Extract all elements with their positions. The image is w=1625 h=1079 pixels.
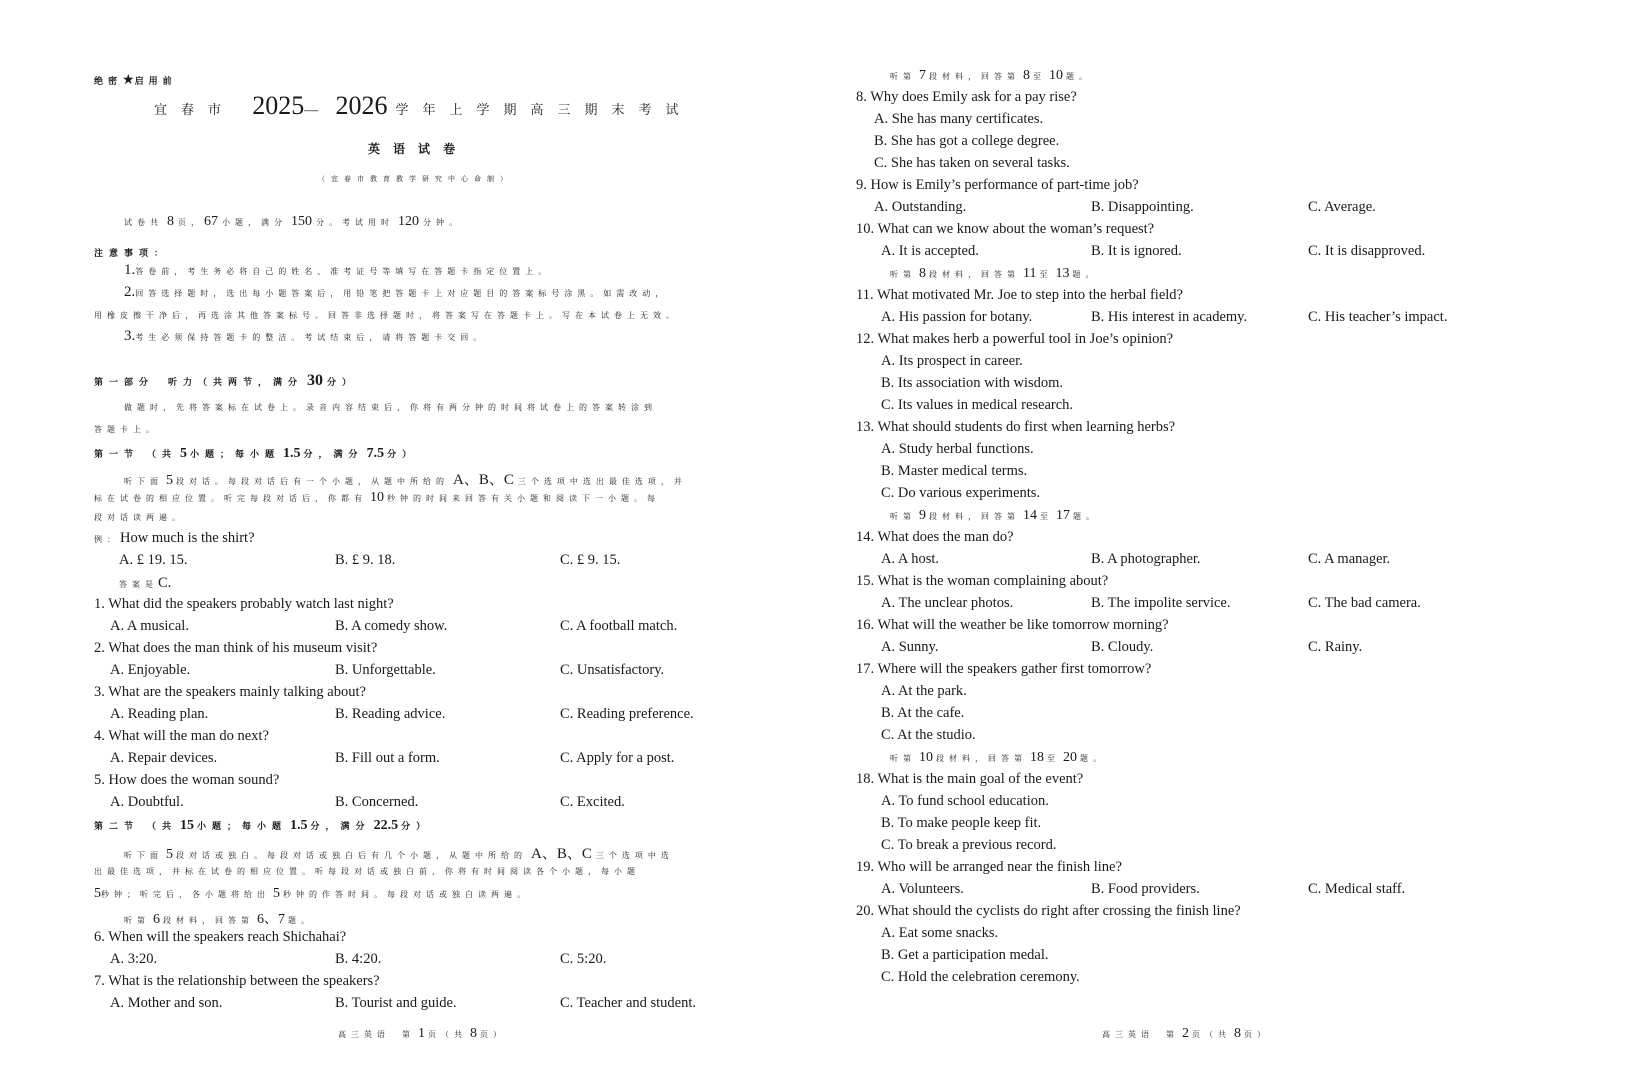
question-19-options (881, 881, 1581, 901)
info-score: 150 (291, 214, 312, 229)
question-20-option-a: A. Eat some snacks. (881, 925, 999, 941)
section-text: 分，满分 (310, 822, 371, 832)
option-a: A. Mother and son. (110, 995, 223, 1011)
question-17-option-c: C. At the studio. (881, 727, 976, 743)
option-b: B. A comedy show. (335, 618, 448, 634)
question-6-options (110, 951, 790, 971)
footer-text: 第 (1166, 1030, 1179, 1039)
listen-material-8 (890, 266, 1098, 282)
question-8-option-c: C. She has taken on several tasks. (874, 155, 1070, 171)
question-5-options (110, 794, 790, 814)
info-text: 分。考试用时 (316, 218, 394, 227)
section-text: 小题；每小题 (197, 822, 288, 832)
footer-total-pages: 8 (1234, 1026, 1241, 1041)
question-4-options (110, 750, 790, 770)
question-10-options (881, 243, 1581, 263)
option-c: C. Excited. (560, 794, 625, 810)
info-questions: 67 (204, 214, 218, 229)
option-c: C. A manager. (1308, 551, 1391, 567)
footer-text: 页） (1244, 1030, 1270, 1039)
footer-text: 页） (480, 1030, 506, 1039)
secret-label-2: 启用前 (134, 77, 177, 87)
exam-title (154, 91, 693, 121)
title-year-end: 2026 (335, 91, 388, 120)
question-2: 2. What does the man think of his museum visit? (94, 640, 378, 656)
listen-range: 6、7 (257, 912, 285, 927)
listen-range-start: 8 (1023, 68, 1030, 83)
question-12-option-b: B. Its association with wisdom. (881, 375, 1064, 391)
issuing-org: （宜春市教育教学研究中心命制） (318, 175, 513, 183)
section2-heading (94, 818, 431, 834)
intro-text: 听下面 (124, 477, 163, 486)
question-13: 13. What should students do first when learning herbs? (856, 419, 1176, 435)
notice-3 (124, 328, 486, 345)
example-text: How much is the shirt? (120, 530, 255, 546)
question-14: 14. What does the man do? (856, 529, 1014, 545)
question-1: 1. What did the speakers probably watch last night? (94, 596, 394, 612)
section-total: 7.5 (366, 446, 385, 461)
listen-text: 听第 (124, 916, 150, 925)
listen-num: 8 (919, 266, 926, 281)
answer-value: C. (158, 575, 172, 591)
notice-title: 注意事项： (94, 249, 170, 259)
listen-text: 至 (1033, 72, 1046, 81)
notice-num: 2. (124, 284, 136, 300)
intro-num: 10 (370, 490, 384, 505)
page-1 (0, 0, 812, 1079)
option-a: A. 3:20. (110, 951, 158, 967)
section-total: 22.5 (373, 818, 399, 833)
question-18: 18. What is the main goal of the event? (856, 771, 1084, 787)
info-text: 分钟。 (423, 218, 462, 227)
part1-heading (94, 372, 357, 390)
listen-text: 听第 (890, 754, 916, 763)
question-9-options (874, 199, 1574, 219)
option-a: A. It is accepted. (881, 243, 979, 259)
question-18-option-b: B. To make people keep fit. (881, 815, 1042, 831)
option-c: C. The bad camera. (1308, 595, 1421, 611)
listen-text: 段材料，回答第 (929, 512, 1020, 521)
question-17-option-b: B. At the cafe. (881, 705, 965, 721)
listen-text: 段材料，回答第 (936, 754, 1027, 763)
question-19: 19. Who will be arranged near the finish line? (856, 859, 1122, 875)
section-text: 分） (401, 822, 432, 832)
notice-num: 1. (124, 262, 136, 278)
listen-range-start: 11 (1023, 266, 1037, 281)
question-20-option-b: B. Get a participation medal. (881, 947, 1049, 963)
option-a: A. Sunny. (881, 639, 939, 655)
intro-text: 听下面 (124, 851, 163, 860)
question-12-option-c: C. Its values in medical research. (881, 397, 1074, 413)
listen-text: 段材料，回答第 (929, 72, 1020, 81)
option-a: A. Volunteers. (881, 881, 964, 897)
intro-text: 标在试卷的相应位置。听完每段对话后，你都有 (94, 494, 367, 503)
option-a: A. A musical. (110, 618, 189, 634)
example-label: 例： (94, 535, 120, 544)
subject-title: 英语试卷 (368, 142, 469, 156)
question-12: 12. What makes herb a powerful tool in Joe’s opinion? (856, 331, 1174, 347)
option-a: A. His passion for botany. (881, 309, 1033, 325)
intro-text: 秒钟的时间来回答有关小题和阅读下一小题。每 (387, 494, 660, 503)
intro-num: 5 (273, 886, 280, 901)
listen-text: 听第 (890, 512, 916, 521)
section-each-score: 1.5 (290, 818, 308, 833)
option-b: B. The impolite service. (1091, 595, 1231, 611)
listen-text: 题。 (1080, 754, 1106, 763)
option-b: B. It is ignored. (1091, 243, 1182, 259)
section1-intro-3: 段对话读两遍。 (94, 513, 185, 522)
option-b: B. Cloudy. (1091, 639, 1154, 655)
section-label: 第一节 (94, 450, 140, 460)
question-16: 16. What will the weather be like tomorrow morning? (856, 617, 1169, 633)
footer-total-pages: 8 (470, 1026, 477, 1041)
question-7: 7. What is the relationship between the speakers? (94, 973, 380, 989)
question-17: 17. Where will the speakers gather first tomorrow? (856, 661, 1152, 677)
intro-text: 三个选项中选出最佳选项，并 (517, 477, 687, 486)
option-c: C. Rainy. (1308, 639, 1363, 655)
question-3-options (110, 706, 790, 726)
listen-num: 10 (919, 750, 933, 765)
part-unit: 分） (327, 378, 358, 388)
option-b: B. £ 9. 18. (335, 552, 396, 568)
option-a: A. Reading plan. (110, 706, 209, 722)
notice-2 (124, 284, 668, 301)
footer-page-number: 2 (1182, 1026, 1189, 1041)
page-footer (338, 1026, 506, 1042)
option-c: C. 5:20. (560, 951, 607, 967)
section2-intro-1 (124, 842, 674, 863)
section-count: 15 (180, 818, 195, 833)
question-8-option-a: A. She has many certificates. (874, 111, 1044, 127)
part-label: 第一部分 (94, 378, 155, 388)
option-c: C. Teacher and student. (560, 995, 697, 1011)
footer-text: 第 (402, 1030, 415, 1039)
exam-info (124, 214, 462, 230)
confidential-mark (94, 72, 177, 88)
question-12-option-a: A. Its prospect in career. (881, 353, 1023, 369)
page-2 (812, 0, 1625, 1079)
notice-text: 答卷前，考生务必将自己的姓名、准考证号等填写在答题卡指定位置上。 (135, 267, 552, 276)
listen-text: 题。 (1066, 72, 1092, 81)
question-9: 9. How is Emily’s performance of part-time job? (856, 177, 1139, 193)
listen-text: 段材料，回答第 (929, 270, 1020, 279)
question-15: 15. What is the woman complaining about? (856, 573, 1109, 589)
option-a: A. £ 19. 15. (119, 552, 188, 568)
listen-text: 段材料，回答第 (163, 916, 254, 925)
option-c: C. Reading preference. (560, 706, 694, 722)
listen-range-end: 10 (1049, 68, 1063, 83)
listen-range-end: 13 (1055, 266, 1070, 281)
listen-text: 听第 (890, 72, 916, 81)
listen-material-6 (124, 908, 314, 928)
footer-text: 页（共 (1192, 1030, 1231, 1039)
part1-intro-cont: 答题卡上。 (94, 425, 159, 434)
question-13-option-a: A. Study herbal functions. (881, 441, 1034, 457)
notice-text: 用橡皮擦干净后，再选涂其他答案标号。回答非选择题时，将答案写在答题卡上。写在本试卷上无效。 (94, 311, 679, 320)
option-b: B. Food providers. (1091, 881, 1200, 897)
listen-num: 7 (919, 68, 926, 83)
option-c: C. A football match. (560, 618, 678, 634)
listen-text: 至 (1040, 512, 1053, 521)
question-11-options (881, 309, 1581, 329)
question-15-options (881, 595, 1581, 615)
section-count: 5 (180, 446, 188, 461)
question-16-options (881, 639, 1581, 659)
section-text: （共 (147, 822, 178, 832)
part-name: 听力（共两节，满分 (168, 378, 304, 388)
example-answer (119, 574, 171, 592)
title-rest: 学年上学期高三期末考试 (395, 102, 693, 117)
question-1-options (110, 618, 790, 638)
intro-text: 段对话。每段对话后有一个小题，从题中所给的 (176, 477, 449, 486)
section-text: 分，满分 (303, 450, 364, 460)
question-4: 4. What will the man do next? (94, 728, 269, 744)
info-text: 页， (178, 218, 204, 227)
question-8: 8. Why does Emily ask for a pay rise? (856, 89, 1077, 105)
intro-text: 秒钟的作答时间。每段对话或独白读两遍。 (283, 890, 530, 899)
question-17-option-a: A. At the park. (881, 683, 967, 699)
listen-text: 听第 (890, 270, 916, 279)
question-11: 11. What motivated Mr. Joe to step into the herbal field? (856, 287, 1183, 303)
intro-text: 秒钟；听完后，各小题将给出 (101, 890, 270, 899)
question-10: 10. What can we know about the woman’s request? (856, 221, 1155, 237)
info-pages: 8 (167, 214, 174, 229)
listen-text: 题。 (1072, 270, 1099, 279)
notice-2-cont (94, 310, 679, 321)
footer-text: 高三英语 (338, 1030, 390, 1039)
info-text: 小题，满分 (222, 218, 287, 227)
question-18-option-a: A. To fund school education. (881, 793, 1049, 809)
option-c: C. Medical staff. (1308, 881, 1406, 897)
part1-intro: 做题时，先将答案标在试卷上。录音内容结束后，你将有两分钟的时间将试卷上的答案转涂到 (124, 403, 657, 412)
listen-text: 至 (1039, 270, 1053, 279)
section1-heading (94, 446, 417, 462)
option-b: B. Fill out a form. (335, 750, 440, 766)
example-question (94, 530, 255, 547)
footer-text: 高三英语 (1102, 1030, 1154, 1039)
question-13-option-b: B. Master medical terms. (881, 463, 1028, 479)
notice-1 (124, 262, 551, 279)
option-b: B. Unforgettable. (335, 662, 436, 678)
option-a: A. Enjoyable. (110, 662, 191, 678)
section-each-score: 1.5 (283, 446, 301, 461)
page-footer (1102, 1026, 1270, 1042)
intro-num: 5 (94, 886, 101, 901)
section2-intro-2: 出最佳选项，并标在试卷的相应位置。听每段对话或独白前，你将有时间阅读各个小题，每小题 (94, 867, 640, 876)
part-score: 30 (307, 372, 324, 389)
section-text: 小题；每小题 (190, 450, 281, 460)
section2-intro-3 (94, 886, 530, 902)
option-c: C. Apply for a post. (560, 750, 675, 766)
question-3: 3. What are the speakers mainly talking about? (94, 684, 366, 700)
option-a: A. The unclear photos. (881, 595, 1014, 611)
question-20: 20. What should the cyclists do right after crossing the finish line? (856, 903, 1241, 919)
listen-range-start: 14 (1023, 508, 1037, 523)
listen-material-7 (890, 68, 1092, 84)
question-8-option-b: B. She has got a college degree. (874, 133, 1060, 149)
option-b: B. Disappointing. (1091, 199, 1194, 215)
listen-text: 题。 (1073, 512, 1099, 521)
info-time: 120 (398, 214, 419, 229)
section1-intro-2 (94, 490, 660, 506)
option-b: B. His interest in academy. (1091, 309, 1248, 325)
option-c: C. Average. (1308, 199, 1376, 215)
listen-num: 6 (153, 912, 160, 927)
option-a: A. Repair devices. (110, 750, 218, 766)
footer-text: 页（共 (428, 1030, 467, 1039)
option-c: C. His teacher’s impact. (1308, 309, 1448, 325)
option-c: C. It is disapproved. (1308, 243, 1426, 259)
title-city: 宜春市 (154, 102, 236, 117)
question-5: 5. How does the woman sound? (94, 772, 280, 788)
option-a: A. Outstanding. (874, 199, 967, 215)
info-text: 试卷共 (124, 218, 163, 227)
option-b: B. Reading advice. (335, 706, 446, 722)
question-20-option-c: C. Hold the celebration ceremony. (881, 969, 1080, 985)
listen-range-start: 18 (1030, 750, 1044, 765)
listen-material-10 (890, 750, 1106, 766)
section-text: 分） (387, 450, 418, 460)
title-year-start: 2025 (252, 91, 305, 120)
secret-label: 绝密 (94, 77, 123, 87)
footer-page-number: 1 (418, 1026, 425, 1041)
listen-text: 题。 (288, 916, 314, 925)
section-text: （共 (147, 450, 178, 460)
question-13-option-c: C. Do various experiments. (881, 485, 1041, 501)
title-dash: — (304, 103, 319, 118)
listen-text: 至 (1047, 754, 1060, 763)
option-b: B. Tourist and guide. (335, 995, 457, 1011)
listen-num: 9 (919, 508, 926, 523)
intro-text: 三个选项中选 (595, 851, 674, 860)
intro-options: A、B、C (531, 846, 592, 862)
question-7-options (110, 995, 790, 1015)
intro-num: 5 (166, 847, 173, 862)
question-2-options (110, 662, 790, 682)
listen-range-end: 17 (1056, 508, 1070, 523)
answer-label: 答案是 (119, 580, 158, 589)
option-a: A. A host. (881, 551, 940, 567)
example-options (119, 552, 799, 572)
option-b: B. A photographer. (1091, 551, 1201, 567)
section1-intro-1 (124, 468, 687, 489)
option-c: C. £ 9. 15. (560, 552, 621, 568)
intro-options: A、B、C (453, 472, 514, 488)
star-icon: ★ (122, 72, 135, 88)
question-14-options (881, 551, 1581, 571)
option-a: A. Doubtful. (110, 794, 184, 810)
option-c: C. Unsatisfactory. (560, 662, 665, 678)
intro-text: 段对话或独白。每段对话或独白后有几个小题，从题中所给的 (176, 851, 527, 860)
listen-range-end: 20 (1063, 750, 1077, 765)
section-label: 第二节 (94, 822, 140, 832)
notice-text: 考生必须保持答题卡的整洁。考试结束后，请将答题卡交回。 (135, 333, 487, 342)
listen-material-9 (890, 508, 1099, 524)
option-b: B. 4:20. (335, 951, 382, 967)
question-18-option-c: C. To break a previous record. (881, 837, 1057, 853)
notice-text: 回答选择题时，选出每小题答案后，用铅笔把答题卡上对应题目的答案标号涂黑。如需改动， (135, 289, 669, 298)
question-6: 6. When will the speakers reach Shichahai? (94, 929, 347, 945)
option-b: B. Concerned. (335, 794, 419, 810)
notice-num: 3. (124, 328, 136, 344)
intro-num: 5 (166, 473, 173, 488)
